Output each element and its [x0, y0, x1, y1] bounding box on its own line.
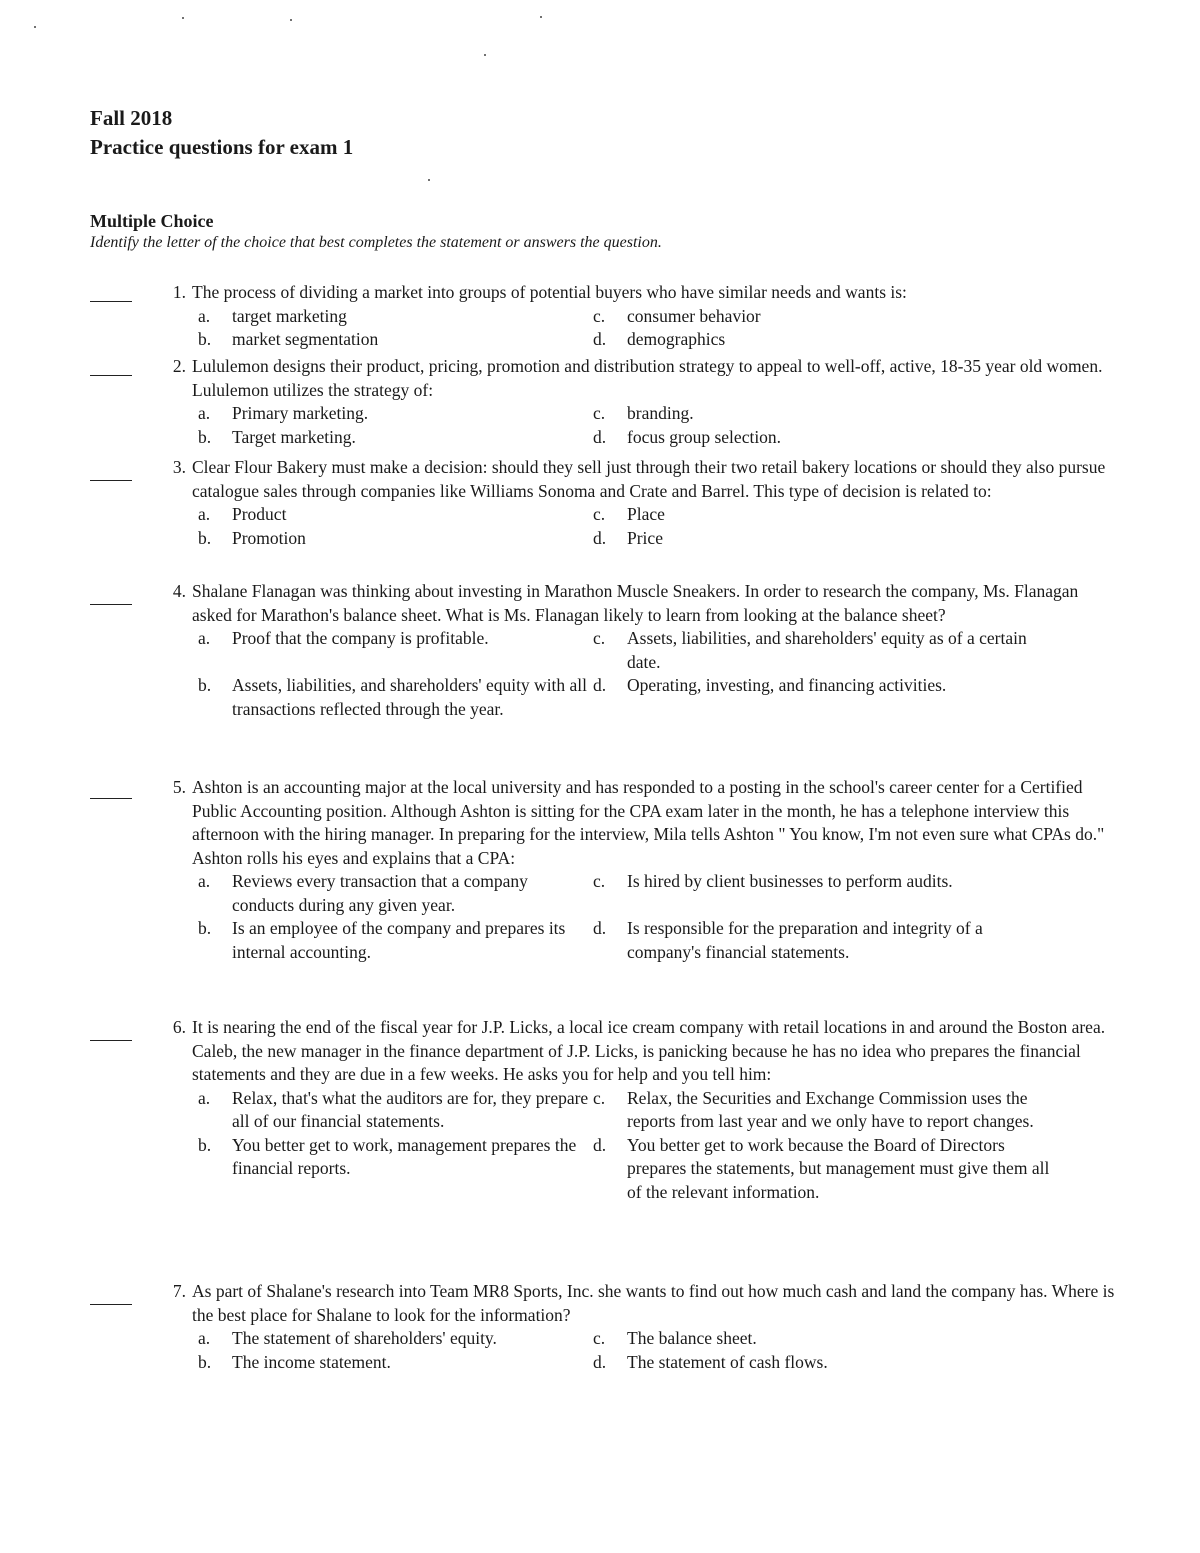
scan-speck [34, 26, 36, 28]
choice-letter: d. [593, 329, 607, 349]
choice-text: You better get to work because the Board of Directors prepares the statements, but management must give them all of the relevant information. [627, 1134, 1050, 1202]
choice-letter: c. [593, 871, 606, 891]
choice-letter: c. [593, 628, 606, 648]
choice-text: Promotion [232, 527, 306, 548]
choice-letter: d. [593, 1134, 607, 1155]
choice-letter: d. [593, 918, 607, 938]
question-number: 2. [172, 356, 186, 376]
choice-letter: a. [198, 403, 211, 423]
question-2 [90, 355, 1120, 449]
choice-text: The balance sheet. [627, 1328, 757, 1348]
question-text: As part of Shalane's research into Team MR8 Sports, Inc. she wants to find out how much cash and land the company has. Where is the best place for Shalane to look for the information? [192, 1281, 1115, 1325]
choice-text: Primary marketing. [232, 403, 369, 423]
question-text: The process of dividing a market into groups of potential buyers who have similar needs and wants is: [192, 282, 907, 302]
choice-text: consumer behavior [627, 305, 761, 326]
choice-c[interactable] [593, 870, 1053, 917]
page-title: Practice questions for exam 1 [90, 135, 354, 159]
choice-text: Product [232, 504, 287, 524]
choice-letter: c. [593, 504, 606, 524]
question-number: 4. [172, 581, 186, 601]
choice-d[interactable] [593, 328, 1053, 352]
choice-text: The statement of shareholders' equity. [232, 1328, 497, 1348]
choice-text: target marketing [232, 305, 347, 326]
choice-text: market segmentation [232, 329, 379, 349]
choice-letter: b. [198, 1351, 212, 1372]
choice-letter: d. [593, 527, 607, 548]
choice-letter: a. [198, 1087, 211, 1108]
choice-letter: c. [593, 305, 606, 326]
choice-grid [198, 627, 1120, 721]
choice-a[interactable] [198, 402, 593, 426]
question-text: Lululemon designs their product, pricing, promotion and distribution strategy to appeal to well-off, active, 18-35 year old women. Lululemon utilizes the strategy of: [192, 356, 1103, 400]
question-text: Clear Flour Bakery must make a decision: should they sell just through their two retail bakery locations or should they also pursue catalogue sales through companies like Williams Sonoma and Crate and Barrel. This type of decision is related to: [192, 457, 1106, 501]
section-instructions: Identify the letter of the choice that best completes the statement or answers the question. [90, 234, 662, 251]
choice-letter: c. [593, 403, 606, 423]
choice-b[interactable] [198, 674, 593, 721]
choice-grid [198, 402, 1120, 449]
choice-d[interactable] [593, 1134, 1053, 1205]
choice-d[interactable] [593, 1351, 1053, 1375]
question-text: Shalane Flanagan was thinking about investing in Marathon Muscle Sneakers. In order to research the company, Ms. Flanagan asked for Marathon's balance sheet. What is Ms. Flanagan likely to learn from looking at the balance sheet? [192, 581, 1079, 625]
choice-d[interactable] [593, 527, 1053, 551]
answer-blank[interactable] [90, 1016, 132, 1041]
choice-grid [198, 1087, 1120, 1205]
choice-letter: a. [198, 504, 211, 524]
choice-grid [198, 870, 1120, 964]
choice-letter: d. [593, 1351, 607, 1372]
choice-letter: b. [198, 527, 212, 548]
choice-text: focus group selection. [627, 426, 782, 447]
choice-c[interactable] [593, 1327, 1053, 1351]
choice-text: Relax, that's what the auditors are for, they prepare all of our financial statements. [232, 1087, 589, 1131]
choice-text: The statement of cash flows. [627, 1351, 828, 1372]
term-heading: Fall 2018 [90, 106, 173, 130]
choice-letter: a. [198, 871, 211, 891]
choice-letter: c. [593, 1328, 606, 1348]
choice-a[interactable] [198, 503, 593, 527]
choice-c[interactable] [593, 1087, 1053, 1134]
scan-speck [290, 19, 292, 21]
scan-speck [484, 54, 486, 56]
choice-c[interactable] [593, 627, 1053, 674]
question-4 [90, 580, 1120, 721]
choice-a[interactable] [198, 627, 593, 674]
question-number: 6. [172, 1017, 186, 1037]
scan-speck [540, 16, 542, 18]
choice-b[interactable] [198, 527, 593, 551]
question-number: 5. [172, 777, 186, 797]
choice-a[interactable] [198, 1087, 593, 1134]
question-3 [90, 456, 1120, 550]
choice-text: demographics [627, 329, 726, 349]
answer-blank[interactable] [90, 355, 132, 376]
choice-text: Proof that the company is profitable. [232, 628, 489, 648]
choice-a[interactable] [198, 305, 593, 329]
choice-text: Target marketing. [232, 426, 356, 447]
question-number: 3. [172, 457, 186, 477]
choice-letter: b. [198, 918, 212, 938]
choice-text: The income statement. [232, 1351, 391, 1372]
question-5 [90, 776, 1120, 964]
choice-b[interactable] [198, 1351, 593, 1375]
scan-speck [428, 179, 430, 181]
choice-text: Assets, liabilities, and shareholders' equity as of a certain date. [627, 628, 1027, 672]
choice-text: Relax, the Securities and Exchange Commission uses the reports from last year and we only have to report changes. [627, 1087, 1034, 1131]
choice-letter: b. [198, 426, 212, 447]
choice-grid [198, 305, 1120, 352]
choice-text: Is responsible for the preparation and integrity of a company's financial statements. [627, 918, 983, 962]
answer-blank[interactable] [90, 580, 132, 605]
choice-d[interactable] [593, 917, 1053, 964]
choice-letter: d. [593, 426, 607, 447]
choice-letter: a. [198, 305, 211, 326]
choice-d[interactable] [593, 674, 1053, 721]
scan-speck [182, 17, 184, 19]
choice-a[interactable] [198, 1327, 593, 1351]
question-text: Ashton is an accounting major at the local university and has responded to a posting in the school's career center for a Certified Public Accounting position. Although Ashton is sitting for the CPA exam later in the month, he has a telephone interview this afternoon with the hiring manager. In preparing for the interview, Mila tells Ashton " You know, I'm not even sure what CPAs do." Ashton rolls his eyes and explains that a CPA: [192, 777, 1105, 868]
section-heading: Multiple Choice [90, 211, 214, 231]
choice-text: You better get to work, management prepares the financial reports. [232, 1134, 577, 1178]
choice-letter: b. [198, 1134, 212, 1155]
choice-letter: b. [198, 675, 212, 695]
answer-blank[interactable] [90, 281, 132, 302]
choice-grid [198, 1327, 1120, 1374]
choice-grid [198, 503, 1120, 550]
title-block [90, 104, 353, 162]
question-number: 7. [172, 1281, 186, 1301]
question-6 [90, 1016, 1120, 1204]
choice-letter: a. [198, 628, 211, 648]
choice-text: branding. [627, 403, 694, 423]
question-1 [90, 281, 1120, 352]
choice-c[interactable] [593, 402, 1053, 426]
answer-blank[interactable] [90, 456, 132, 481]
choice-d[interactable] [593, 426, 1053, 450]
choice-text: Price [627, 527, 663, 548]
question-text: It is nearing the end of the fiscal year for J.P. Licks, a local ice cream company with retail locations in and around the Boston area. Caleb, the new manager in the finance department of J.P. Licks, is panicking because he has no idea who prepares the financial statements and they are due in a few weeks. He asks you for help and you tell him: [192, 1017, 1106, 1084]
choice-letter: b. [198, 329, 212, 349]
choice-text: Operating, investing, and financing activities. [627, 675, 947, 695]
choice-a[interactable] [198, 870, 593, 917]
question-7 [90, 1280, 1120, 1374]
question-number: 1. [172, 282, 186, 302]
choice-b[interactable] [198, 426, 593, 450]
choice-b[interactable] [198, 1134, 593, 1205]
choice-text: Assets, liabilities, and shareholders' equity with all transactions reflected through the year. [232, 675, 588, 719]
answer-blank[interactable] [90, 776, 132, 799]
choice-letter: a. [198, 1328, 211, 1348]
choice-text: Reviews every transaction that a company conducts during any given year. [232, 871, 528, 915]
choice-letter: d. [593, 675, 607, 695]
choice-letter: c. [593, 1087, 606, 1108]
choice-b[interactable] [198, 328, 593, 352]
choice-c[interactable] [593, 503, 1053, 527]
choice-text: Is an employee of the company and prepares its internal accounting. [232, 918, 566, 962]
choice-text: Is hired by client businesses to perform audits. [627, 871, 953, 891]
choice-text: Place [627, 504, 665, 524]
choice-c[interactable] [593, 305, 1053, 329]
answer-blank[interactable] [90, 1280, 132, 1305]
choice-b[interactable] [198, 917, 593, 964]
